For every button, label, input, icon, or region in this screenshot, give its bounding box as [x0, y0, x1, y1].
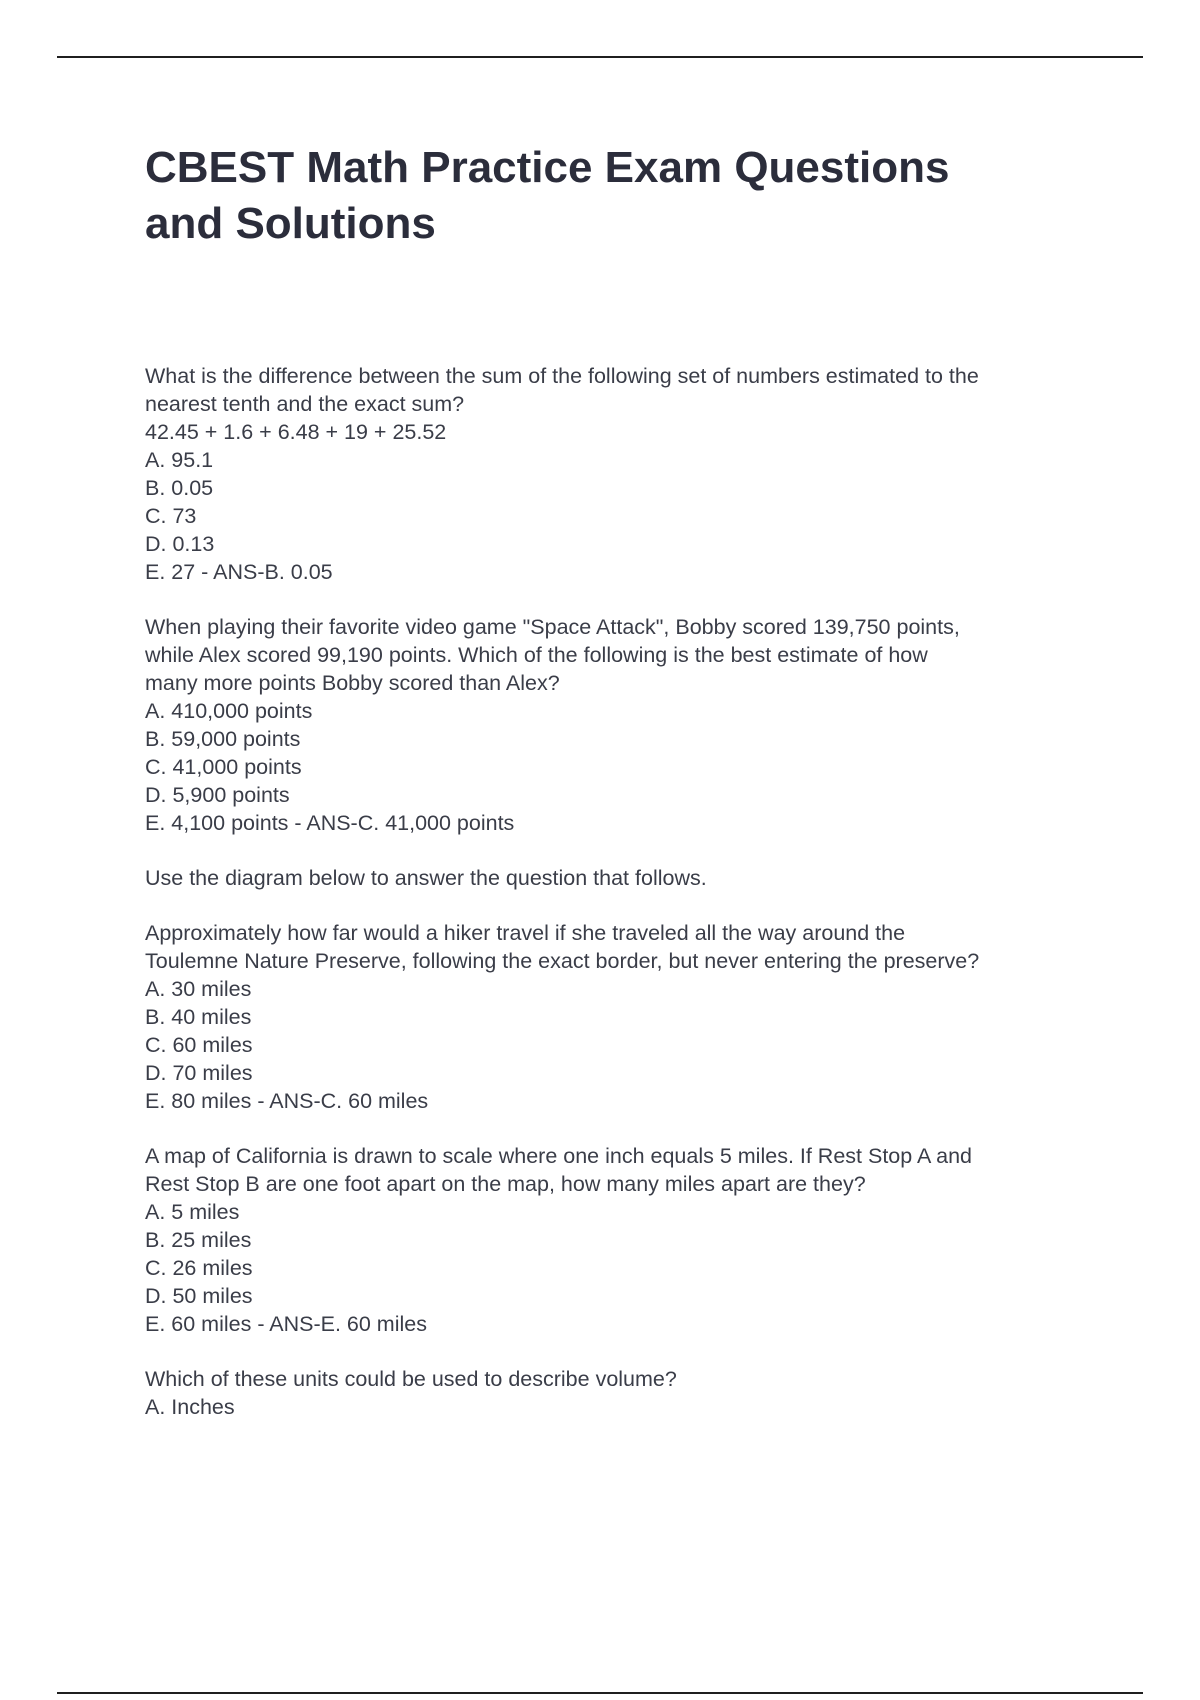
- answer-option: A. 95.1: [145, 448, 214, 472]
- answer-option: C. 60 miles: [145, 1033, 253, 1057]
- answer-option: B. 25 miles: [145, 1228, 252, 1252]
- answer-option: C. 26 miles: [145, 1256, 253, 1280]
- bottom-rule: [57, 1692, 1143, 1694]
- question-block: [145, 362, 1095, 586]
- question-prompt-line: Rest Stop B are one foot apart on the map, how many miles apart are they?: [145, 1172, 866, 1196]
- title-line-1: CBEST Math Practice Exam Questions: [145, 143, 950, 192]
- answer-option: E. 60 miles - ANS-E. 60 miles: [145, 1312, 427, 1336]
- answer-option: E. 27 - ANS-B. 0.05: [145, 560, 333, 584]
- top-rule: [57, 56, 1143, 58]
- answer-option: A. Inches: [145, 1395, 235, 1419]
- question-prompt-line: Which of these units could be used to describe volume?: [145, 1367, 677, 1391]
- question-list: [145, 362, 1095, 1421]
- question-block: [145, 1365, 1095, 1421]
- title-line-2: and Solutions: [145, 199, 436, 248]
- answer-option: E. 80 miles - ANS-C. 60 miles: [145, 1089, 429, 1113]
- answer-option: C. 73: [145, 504, 197, 528]
- answer-option: B. 40 miles: [145, 1005, 252, 1029]
- answer-option: B. 59,000 points: [145, 727, 301, 751]
- answer-option: A. 30 miles: [145, 977, 252, 1001]
- question-prompt-line: 42.45 + 1.6 + 6.48 + 19 + 25.52: [145, 420, 447, 444]
- question-block: [145, 613, 1095, 837]
- answer-option: A. 5 miles: [145, 1200, 240, 1224]
- answer-option: A. 410,000 points: [145, 699, 313, 723]
- document-title: [145, 140, 1095, 252]
- question-prompt-line: A map of California is drawn to scale where one inch equals 5 miles. If Rest Stop A and: [145, 1144, 973, 1168]
- question-prompt-line: Approximately how far would a hiker travel if she traveled all the way around the: [145, 921, 906, 945]
- answer-option: C. 41,000 points: [145, 755, 302, 779]
- answer-option: B. 0.05: [145, 476, 214, 500]
- answer-option: D. 70 miles: [145, 1061, 253, 1085]
- question-prompt-line: Toulemne Nature Preserve, following the exact border, but never entering the preserve?: [145, 949, 980, 973]
- question-prompt-line: many more points Bobby scored than Alex?: [145, 671, 560, 695]
- question-prompt-line: nearest tenth and the exact sum?: [145, 392, 465, 416]
- question-prompt-line: What is the difference between the sum of the following set of numbers estimated to the: [145, 364, 979, 388]
- question-block: [145, 864, 1095, 892]
- question-block: [145, 1142, 1095, 1338]
- answer-option: D. 5,900 points: [145, 783, 290, 807]
- document-body: [145, 140, 1095, 1448]
- answer-option: E. 4,100 points - ANS-C. 41,000 points: [145, 811, 515, 835]
- question-prompt-line: Use the diagram below to answer the question that follows.: [145, 866, 707, 890]
- question-prompt-line: while Alex scored 99,190 points. Which of the following is the best estimate of how: [145, 643, 928, 667]
- answer-option: D. 50 miles: [145, 1284, 253, 1308]
- question-prompt-line: When playing their favorite video game "Space Attack", Bobby scored 139,750 points,: [145, 615, 960, 639]
- answer-option: D. 0.13: [145, 532, 215, 556]
- question-block: [145, 919, 1095, 1115]
